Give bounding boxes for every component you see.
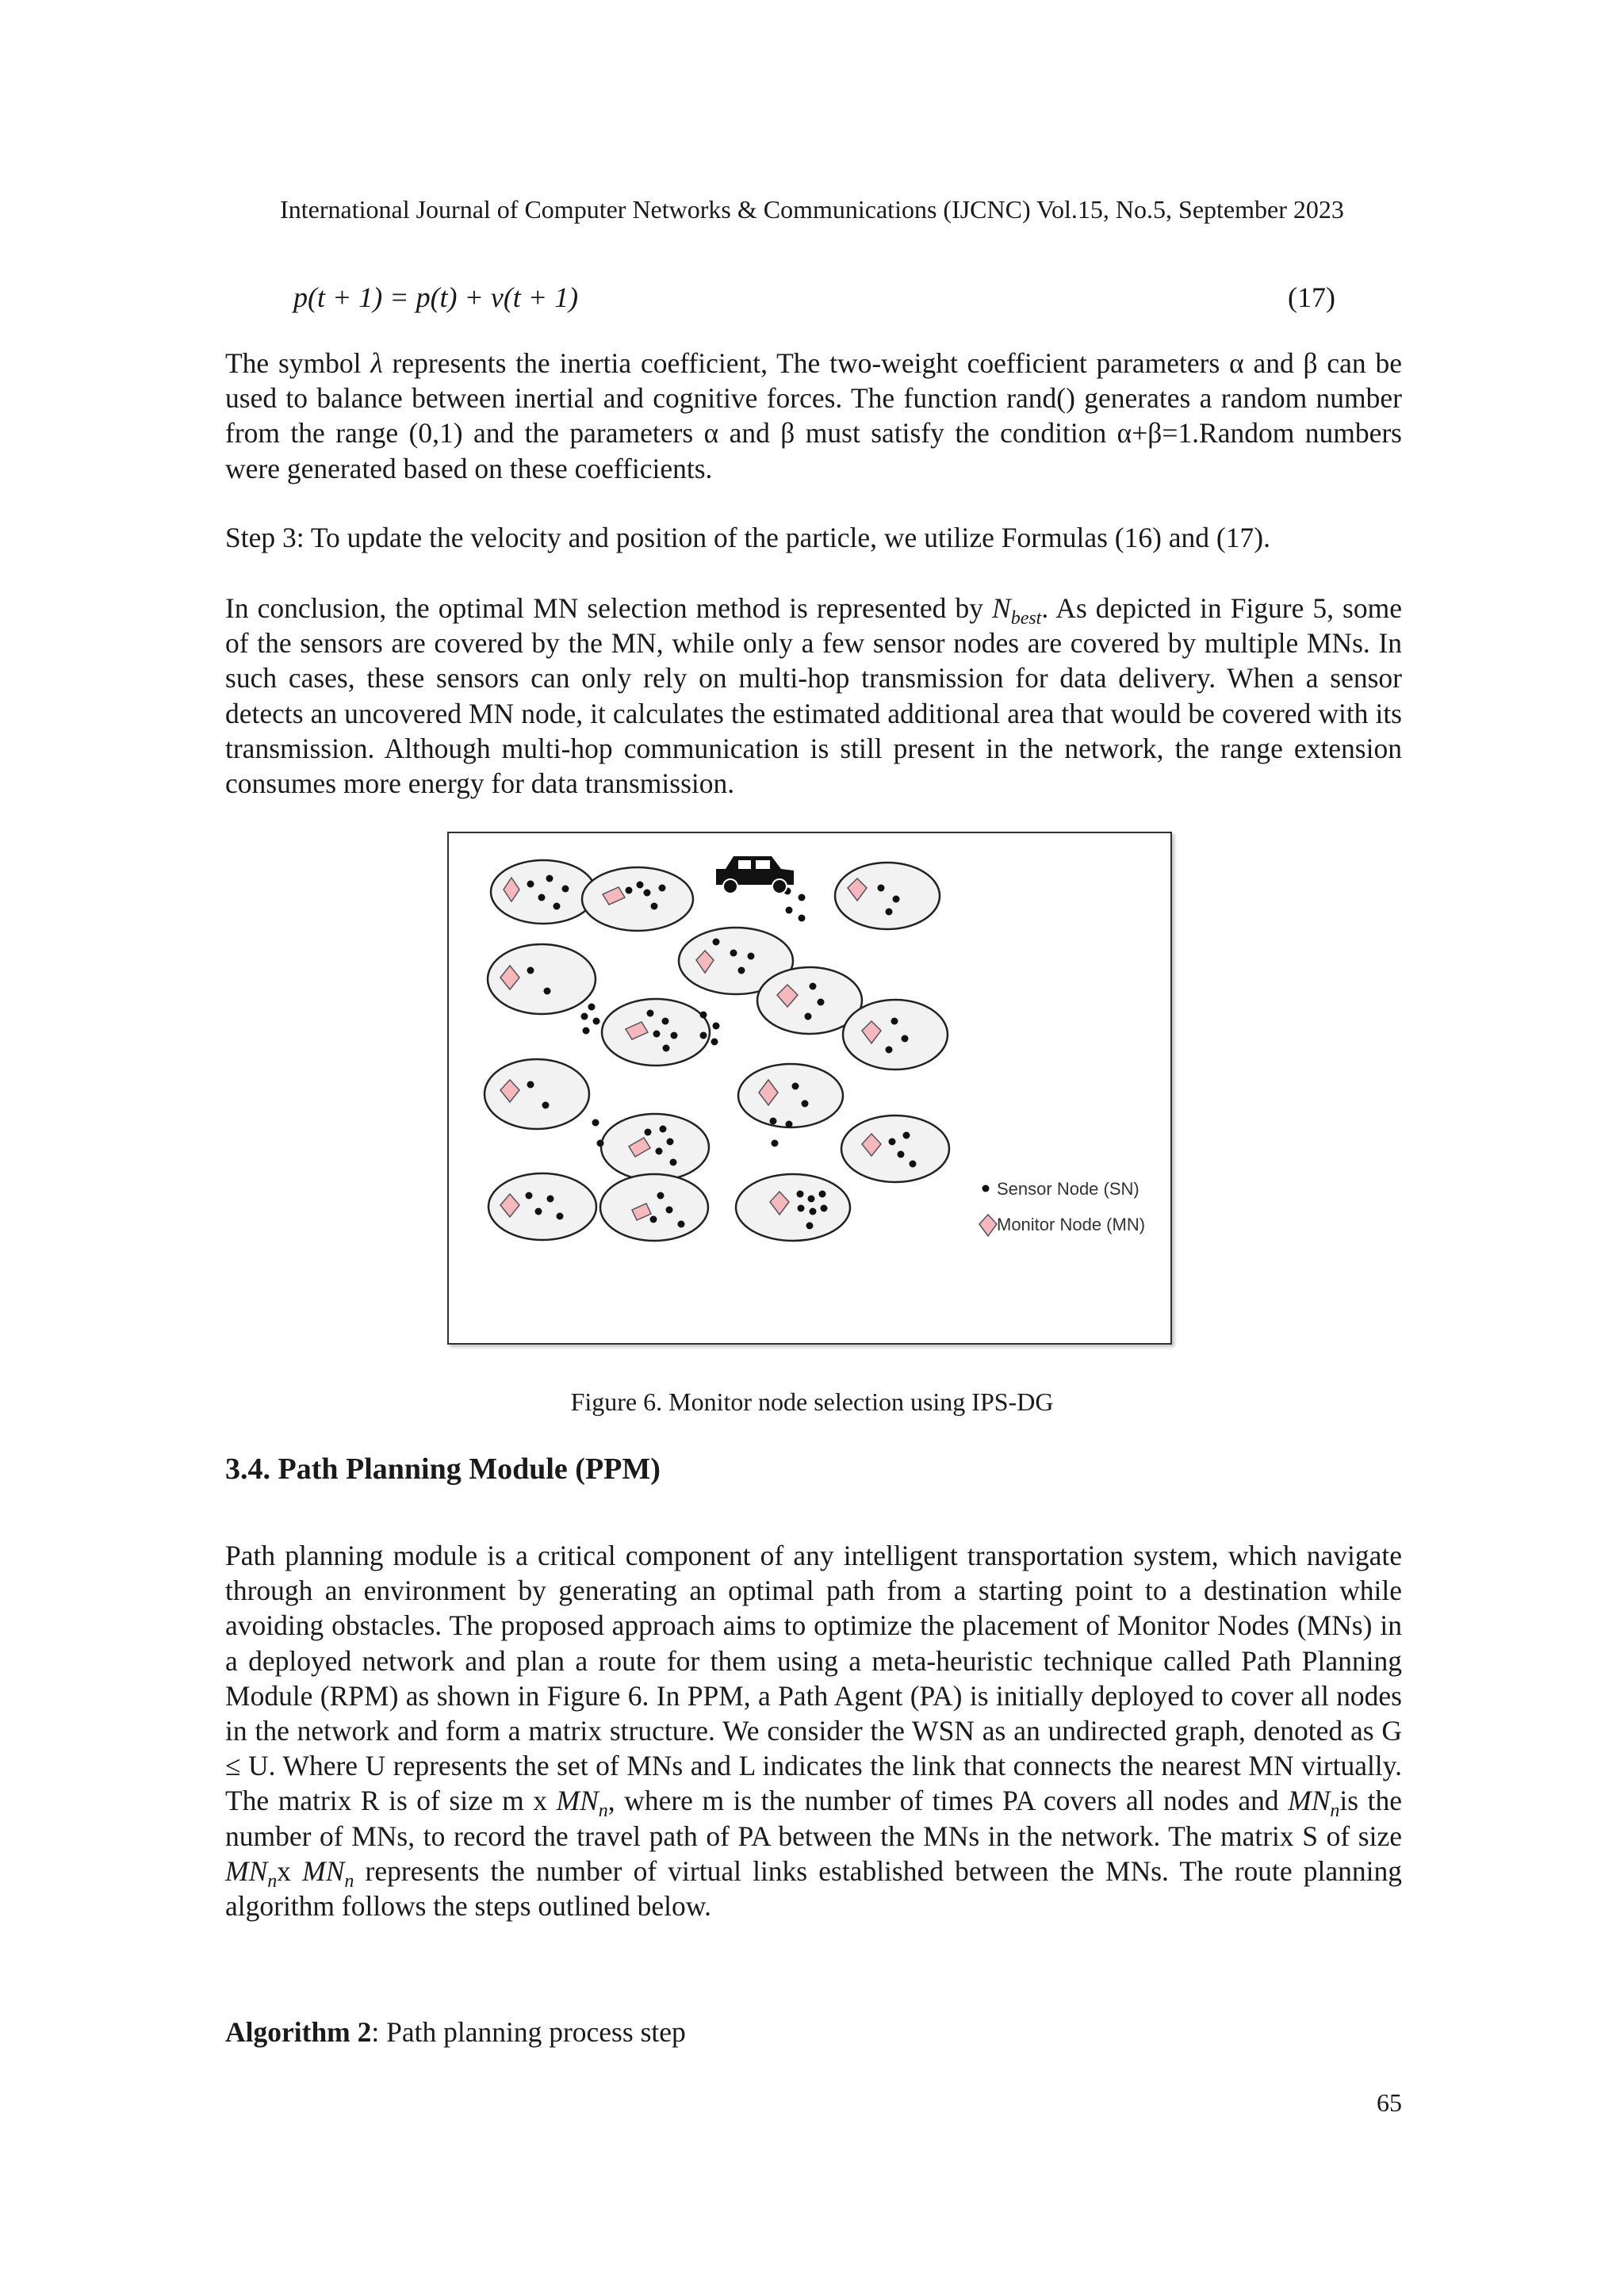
sensor-node <box>657 1192 665 1200</box>
sensor-node <box>597 1140 604 1147</box>
sensor-node <box>659 885 666 892</box>
sensor-node <box>886 1047 893 1054</box>
journal-header: International Journal of Computer Networks & Communications (IJCNC) Vol.15, No.5, September 2023 <box>280 195 1344 224</box>
sensor-node <box>670 1159 677 1166</box>
sensor-node <box>546 875 553 882</box>
sensor-node <box>527 881 534 888</box>
sensor-node <box>663 1045 670 1052</box>
sensor-node <box>650 1216 657 1223</box>
sensor-node <box>653 1031 661 1038</box>
sensor-node <box>806 1223 814 1230</box>
sensor-node <box>660 1126 667 1133</box>
paragraph-inertia: The symbol λ represents the inertia coefficient, The two-weight coefficient parameters α and β can be used to balance between inertial and cognitive forces. The function rand() generates a random number from the range (0,1) and the parameters α and β must satisfy the condition α+β=1.Random numbers were generated based on these coefficients. <box>225 347 1402 484</box>
sensor-node <box>808 1196 815 1203</box>
sensor-node <box>557 1213 564 1220</box>
legend-sensor-label: Sensor Node (SN) <box>997 1179 1139 1199</box>
sensor-node <box>797 1191 804 1198</box>
sensor-node <box>645 1129 652 1136</box>
sensor-node <box>770 1118 777 1125</box>
sensor-node <box>792 1083 799 1090</box>
cluster-ellipse <box>841 1115 949 1182</box>
cluster-ellipse <box>600 1174 708 1241</box>
sensor-node <box>666 1207 673 1214</box>
cluster-ellipse <box>835 863 940 929</box>
sensor-node <box>878 885 885 892</box>
sensor-node <box>644 890 651 897</box>
sensor-node <box>700 1032 707 1039</box>
sensor-node <box>651 903 658 910</box>
sensor-node <box>891 1018 898 1025</box>
page-number: 65 <box>1377 2088 1402 2117</box>
sensor-node <box>700 1012 707 1019</box>
cluster-ellipse <box>843 1000 948 1070</box>
sensor-node <box>542 1102 550 1109</box>
cluster-ellipse <box>736 1174 850 1241</box>
figure-caption: Figure 6. Monitor node selection using IPS-DG <box>570 1387 1054 1416</box>
figure-6-diagram <box>446 831 1177 1351</box>
sensor-node <box>713 939 720 946</box>
paragraph-step3: Step 3: To update the velocity and position of the particle, we utilize Formulas (16) and (17). <box>225 522 1270 553</box>
sensor-node <box>738 967 745 974</box>
equation-17: p(t + 1) = p(t) + v(t + 1) <box>293 281 579 313</box>
sensor-node <box>647 1010 654 1017</box>
sensor-node <box>583 1027 590 1035</box>
legend-sensor-icon <box>982 1185 990 1192</box>
sensor-node <box>592 1119 599 1127</box>
sensor-node <box>678 1221 685 1228</box>
algorithm-title: Algorithm 2: Path planning process step <box>225 2016 686 2048</box>
sensor-node <box>772 1140 779 1147</box>
sensor-node <box>786 1121 793 1128</box>
sensor-node <box>799 894 806 901</box>
sensor-node <box>588 1004 596 1011</box>
sensor-node <box>819 1191 826 1198</box>
sensor-node <box>889 1138 896 1146</box>
sensor-node <box>805 1013 812 1020</box>
sensor-node <box>886 909 893 916</box>
sensor-node <box>544 988 551 995</box>
sensor-node <box>713 1023 720 1030</box>
sensor-node <box>626 887 633 894</box>
sensor-node <box>581 1013 588 1020</box>
sensor-node <box>799 915 806 922</box>
sensor-node <box>562 886 569 893</box>
sensor-node <box>547 1196 554 1203</box>
sensor-node <box>553 903 561 910</box>
figure-6 <box>446 831 1177 1351</box>
sensor-node <box>671 1032 678 1039</box>
legend-monitor-label: Monitor Node (MN) <box>997 1215 1146 1234</box>
cluster-ellipse <box>582 867 693 931</box>
sensor-node <box>730 950 737 957</box>
sensor-node <box>902 1035 909 1043</box>
cluster-ellipse <box>738 1064 843 1127</box>
equation-number: (17) <box>1288 281 1335 313</box>
sensor-node <box>667 1138 674 1146</box>
sensor-node <box>802 1100 809 1108</box>
sensor-node <box>786 907 793 914</box>
sensor-node <box>593 1018 600 1025</box>
sensor-node <box>538 894 546 901</box>
paragraph-conclusion: In conclusion, the optimal MN selection method is represented by $N_{best}$. As depicted in Figure 5, some of the sensors are covered by the MN, while only a few sensor nodes are covered by multiple MNs. In such cases, these sensors can only rely on multi-hop transmission for data delivery. When a sensor detects an uncovered MN node, it calculates the estimated additional area that would be covered with its transmission. Although multi-hop communication is still present in the network, the range extension consumes more energy for data transmission. <box>225 592 1402 800</box>
sensor-node <box>527 1081 534 1089</box>
sensor-node <box>818 999 825 1006</box>
sensor-node <box>821 1205 828 1212</box>
sensor-node <box>637 882 644 889</box>
sensor-node <box>893 896 900 903</box>
sensor-node <box>535 1208 542 1215</box>
sensor-node <box>903 1132 910 1139</box>
section-heading: 3.4. Path Planning Module (PPM) <box>225 1452 661 1486</box>
sensor-node <box>810 1208 817 1215</box>
sensor-node <box>711 1039 718 1046</box>
paragraph-path-planning: Path planning module is a critical component of any intelligent transportation system, which navigate through an environment by generating an optimal path from a starting point to a destination while avoiding obstacles. The proposed approach aims to optimize the placement of Monitor Nodes (MNs) in a deployed network and plan a route for them using a meta-heuristic technique called Path Planning Module (RPM) as shown in Figure 6. In PPM, a Path Agent (PA) is initially deployed to cover all nodes in the network and form a matrix structure. We consider the WSN as an undirected graph, denoted as G ≤ U. Where U represents the set of MNs and L indicates the link that connects the nearest MN virtually. The matrix R is of size m x $MN_n$, where m is the number of times PA covers all nodes and $MN_nis$ the number of MNs, to record the travel path of PA between the MNs in the network. The matrix S of size $MN_nx$ $MN_n$ represents the number of virtual links established between the MNs. The route planning algorithm follows the steps outlined below. <box>225 1540 1402 1923</box>
cluster-ellipse <box>485 1059 589 1129</box>
sensor-node <box>748 953 755 960</box>
cluster-ellipse <box>601 1114 709 1181</box>
sensor-node <box>810 983 817 990</box>
sensor-node <box>898 1151 905 1158</box>
sensor-node <box>527 967 534 974</box>
sensor-node <box>656 1148 663 1155</box>
sensor-node <box>526 1192 533 1200</box>
sensor-node <box>662 1018 669 1025</box>
sensor-node <box>910 1161 917 1168</box>
sensor-node <box>798 1205 805 1212</box>
